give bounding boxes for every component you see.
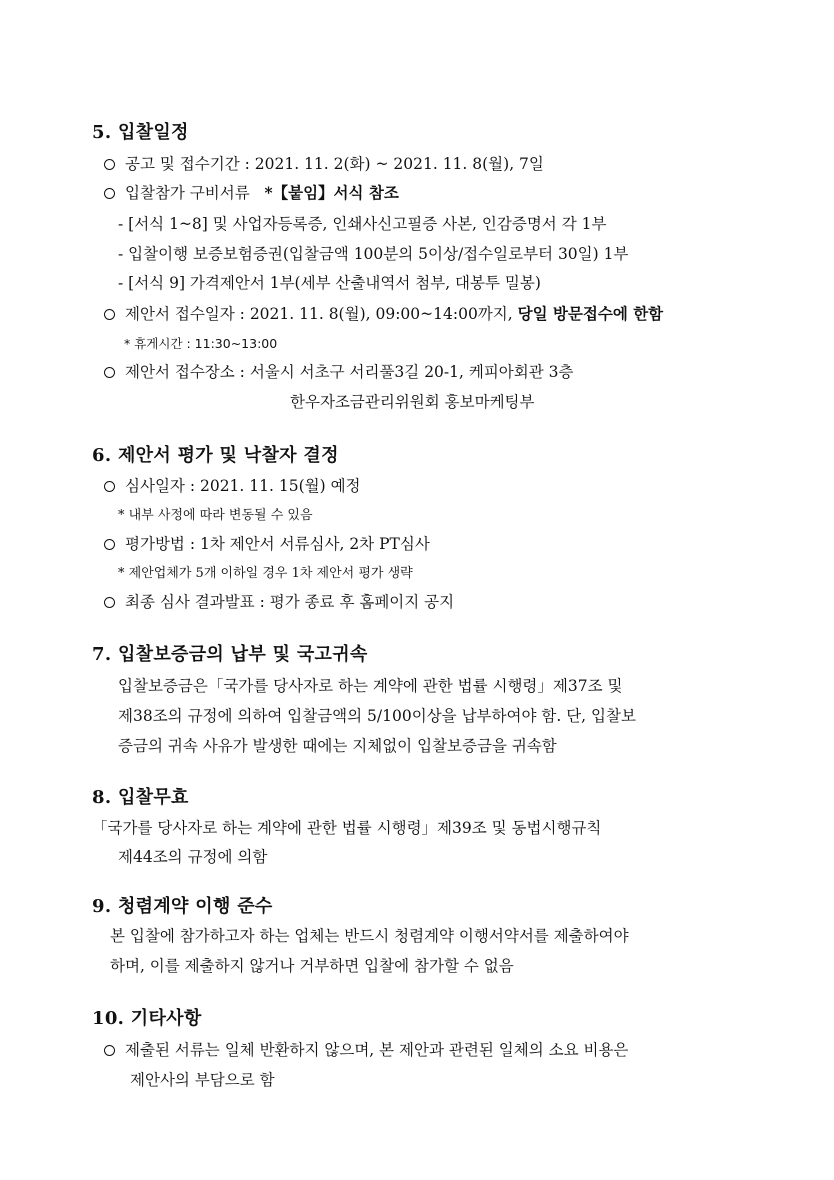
s6-line-result: 최종 심사 결과발표 : 평가 종료 후 홈페이지 공지 [104,592,454,612]
s5-line-bond: - 입찰이행 보증보험증권(입찰금액 100분의 5이상/접수일로부터 30일) 1부 [118,245,629,263]
section-5-title: 5. 입찰일정 [92,122,189,143]
section-10-title: 10. 기타사항 [92,1008,202,1029]
section-6-title: 6. 제안서 평가 및 낙찰자 결정 [92,445,339,466]
bullet-circle-icon [104,188,115,199]
s6-line-review-date: 심사일자 : 2021. 11. 15(월) 예정 [104,476,361,496]
s5-line-period: 공고 및 접수기간 : 2021. 11. 2(화) ~ 2021. 11. 8(월), 7일 [104,154,544,174]
s6-note-skip: * 제안업체가 5개 이하일 경우 1차 제안서 평가 생략 [118,566,413,581]
s6-line-method: 평가방법 : 1차 제안서 서류심사, 2차 PT심사 [104,534,430,554]
s10-line-2: 제안사의 부담으로 함 [130,1071,275,1089]
s8-line-1: 「국가를 당사자로 하는 계약에 관한 법률 시행령」제39조 및 동법시행규칙 [92,819,602,837]
s9-line-1: 본 입찰에 참가하고자 하는 업체는 반드시 청렴계약 이행서약서를 제출하여야 [110,927,629,945]
bullet-circle-icon [104,481,115,492]
s7-line-1: 입찰보증금은「국가를 당사자로 하는 계약에 관한 법률 시행령」제37조 및 [118,677,623,695]
s5-line-documents: 입찰참가 구비서류 *【붙임】서식 참조 [104,183,399,203]
bullet-circle-icon [104,597,115,608]
section-7-title: 7. 입찰보증금의 납부 및 국고귀속 [92,644,368,665]
bullet-circle-icon [104,159,115,170]
s8-line-2: 제44조의 규정에 의함 [118,848,268,866]
s5-line-submission-place: 제안서 접수장소 : 서울시 서초구 서리풀3길 20-1, 케피아회관 3층 [104,362,574,382]
bullet-circle-icon [104,367,115,378]
s5-note-break-time: * 휴게시간 : 11:30~13:00 [124,336,278,351]
s5-line-submission-date: 제안서 접수일자 : 2021. 11. 8(월), 09:00~14:00까지, 당일 방문접수에 한함 [104,304,663,324]
section-9-title: 9. 청렴계약 이행 준수 [92,896,273,917]
bullet-circle-icon [104,539,115,550]
s5-line-forms-1-8: - [서식 1~8] 및 사업자등록증, 인쇄사신고필증 사본, 인감증명서 각 1부 [118,215,607,233]
s10-line-1: 제출된 서류는 일체 반환하지 않으며, 본 제안과 관련된 일체의 소요 비용은 [104,1040,628,1060]
bullet-circle-icon [104,309,115,320]
s5-line-form-9: - [서식 9] 가격제안서 1부(세부 산출내역서 첨부, 대봉투 밀봉) [118,274,541,292]
s7-line-2: 제38조의 규정에 의하여 입찰금액의 5/100이상을 납부하여야 함. 단, 입찰보 [118,707,636,725]
s5-line-department: 한우자조금관리위원회 홍보마케팅부 [290,393,535,411]
section-8-title: 8. 입찰무효 [92,787,189,808]
s9-line-2: 하며, 이를 제출하지 않거나 거부하면 입찰에 참가할 수 없음 [110,957,514,975]
s6-note-change: * 내부 사정에 따라 변동될 수 있음 [118,508,313,523]
s7-line-3: 증금의 귀속 사유가 발생한 때에는 지체없이 입찰보증금을 귀속함 [118,737,557,755]
bullet-circle-icon [104,1045,115,1056]
